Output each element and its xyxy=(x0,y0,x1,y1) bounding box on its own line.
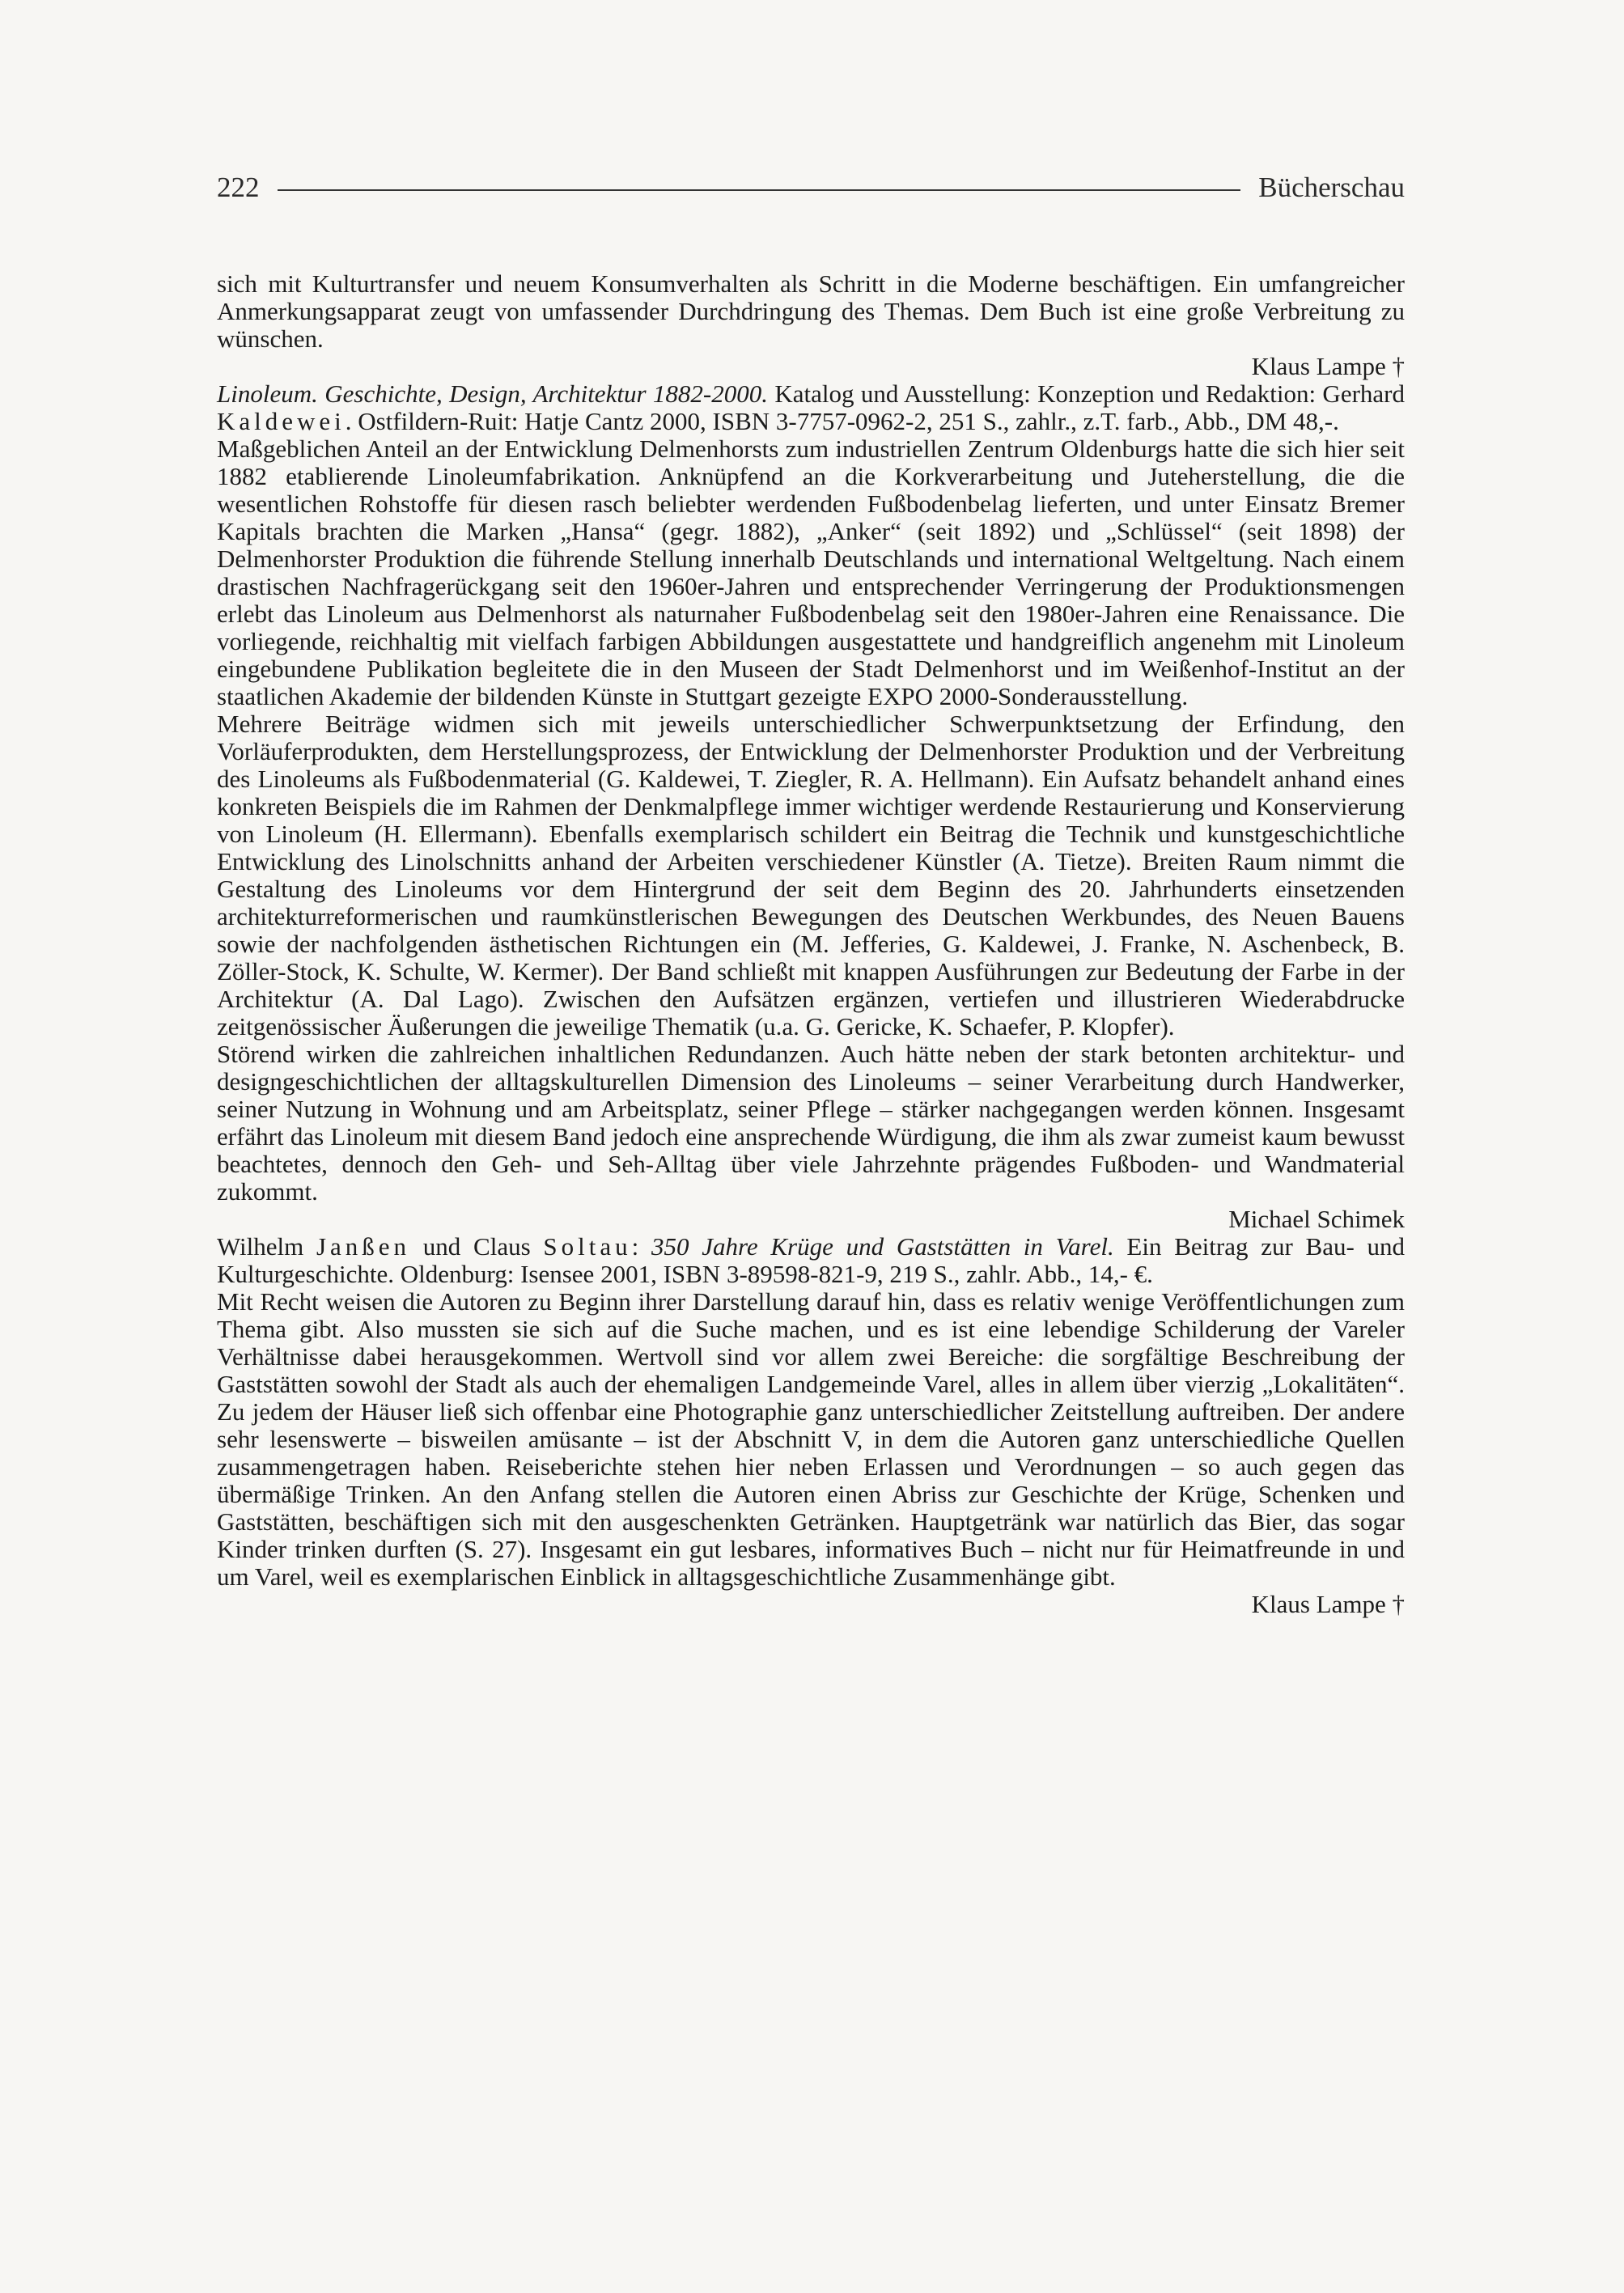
citation-text: Katalog und Ausstellung: Konzeption und Redaktion: Gerhard xyxy=(767,379,1405,408)
review-signature: Klaus Lampe † xyxy=(1251,1590,1405,1618)
review-signature: Michael Schimek xyxy=(1228,1205,1405,1233)
citation-text: Ein Beitrag zur Bau- und Kulturgeschichte. Oldenburg: Isensee 2001, ISBN 3-89598-821-9, 219 S., zahlr. Abb., 14,- €. xyxy=(217,1232,1406,1288)
review-paragraph: Störend wirken die zahlreichen inhaltlichen Redundanzen. Auch hätte neben der stark betonten architektur- und designgeschichtlichen der alltagskulturellen Dimension des Linoleums – seiner Verarbeitung durch Handwerker, seiner Nutzung in Wohnung und am Arbeitsplatz, seiner Pflege – stärker nachgegangen werden können. Insgesamt erfährt das Linoleum mit diesem Band jedoch eine ansprechende Würdigung, die ihm als zwar zumeist kaum bewusst beachtetes, dennoch den Geh- und Seh-Alltag über viele Jahrzehnte prägendes Fußboden- und Wandmaterial zukommt. xyxy=(217,1040,1405,1206)
review-paragraph: Mit Recht weisen die Autoren zu Beginn ihrer Darstellung darauf hin, dass es relativ wenige Veröffentlichungen zum Thema gibt. Also mussten sie sich auf die Suche machen, und es ist eine lebendige Schilderung der Vareler Verhältnisse dabei herausgekommen. Wertvoll sind vor allem zwei Bereiche: die sorgfältige Beschreibung der Gaststätten sowohl der Stadt als auch der ehemaligen Landgemeinde Varel, alles in allem über vierzig „Lokalitäten“. Zu jedem der Häuser ließ sich offenbar eine Photographie ganz unterschiedlicher Zeitstellung auftreiben. Der andere sehr lesenswerte – bisweilen amüsante – ist der Abschnitt V, in dem die Autoren ganz unterschiedliche Quellen zusammengetragen haben. Reiseberichte stehen hier neben Erlassen und Verordnungen – so auch gegen das übermäßige Trinken. An den Anfang stellen die Autoren einen Abriss zur Geschichte der Krüge, Schenken und Gaststätten, beschäftigen sich mit den ausgeschenkten Getränken. Hauptgetränk war natürlich das Bier, das sogar Kinder trinken durften (S. 27). Insgesamt ein gut lesbares, informatives Buch – nicht nur für Heimatfreunde in und um Varel, weil es exemplarischen Einblick in alltagsgeschichtliche Zusammenhänge gibt. xyxy=(217,1287,1405,1591)
review-citation xyxy=(217,380,1405,435)
citation-text: Wilhelm xyxy=(217,1232,316,1261)
author-name: Janßen xyxy=(316,1232,411,1261)
section-title: Bücherschau xyxy=(1258,172,1405,203)
editor-name: Kaldewei xyxy=(217,407,346,435)
book-title: 350 Jahre Krüge und Gaststätten in Varel. xyxy=(651,1232,1114,1261)
book-title: Linoleum. Geschichte, Design, Architektur 1882-2000. xyxy=(217,379,768,408)
review-paragraph: Maßgeblichen Anteil an der Entwicklung Delmenhorsts zum industriellen Zentrum Oldenburgs hatte die sich hier seit 1882 etablierende Linoleumfabrikation. Anknüpfend an die Korkverarbeitung und Juteherstellung, die die wesentlichen Rohstoffe für diesen rasch beliebter werdenden Fußbodenbelag lieferten, und unter Einsatz Bremer Kapitals brachten die Marken „Hansa“ (gegr. 1882), „Anker“ (seit 1892) und „Schlüssel“ (seit 1898) der Delmenhorster Produktion die führende Stellung innerhalb Deutschlands und international Weltgeltung. Nach einem drastischen Nachfragerückgang seit den 1960er-Jahren und entsprechender Verringerung der Produktionsmengen erlebt das Linoleum aus Delmenhorst als naturnaher Fußbodenbelag seit den 1980er-Jahren eine Renaissance. Die vorliegende, reichhaltig mit vielfach farbigen Abbildungen ausgestattete und handgreiflich angenehm mit Linoleum eingebundene Publikation begleitete die in den Museen der Stadt Delmenhorst und im Weißenhof-Institut an der staatlichen Akademie der bildenden Künste in Stuttgart gezeigte EXPO 2000-Sonderausstellung. xyxy=(217,434,1405,710)
page-number: 222 xyxy=(217,172,260,203)
header-rule xyxy=(278,189,1241,191)
review-citation xyxy=(217,1233,1405,1288)
running-header xyxy=(217,165,1405,210)
citation-text: . Ostfildern-Ruit: Hatje Cantz 2000, ISBN 3-7757-0962-2, 251 S., zahlr., z.T. farb., Abb., DM 48,-. xyxy=(345,407,1339,435)
review-paragraph: Mehrere Beiträge widmen sich mit jeweils unterschiedlicher Schwerpunktsetzung der Erfindung, den Vorläuferprodukten, dem Herstellungsprozess, der Entwicklung der Delmenhorster Produktion und der Verbreitung des Linoleums als Fußbodenmaterial (G. Kaldewei, T. Ziegler, R. A. Hellmann). Ein Aufsatz behandelt anhand eines konkreten Beispiels die im Rahmen der Denkmalpflege immer wichtiger werdende Restaurierung und Konservierung von Linoleum (H. Ellermann). Ebenfalls exemplarisch schildert ein Beitrag die Technik und kunstgeschichtliche Entwicklung des Linolschnitts anhand der Arbeiten verschiedener Künstler (A. Tietze). Breiten Raum nimmt die Gestaltung des Linoleums vor dem Hintergrund der seit dem Beginn des 20. Jahrhunderts einsetzenden architekturreformerischen und raumkünstlerischen Bewegungen des Deutschen Werkbundes, des Neuen Bauens sowie der nachfolgenden ästhetischen Richtungen ein (M. Jefferies, G. Kaldewei, J. Franke, N. Aschenbeck, B. Zöller-Stock, K. Schulte, W. Kermer). Der Band schließt mit knappen Ausführungen zur Bedeutung der Farbe in der Architektur (A. Dal Lago). Zwischen den Aufsätzen ergänzen, vertiefen und illustrieren Wiederabdrucke zeitgenössischer Äußerungen die jeweilige Thematik (u.a. G. Gericke, K. Schaefer, P. Klopfer). xyxy=(217,710,1405,1041)
citation-text: und Claus xyxy=(410,1232,544,1261)
intro-paragraph: sich mit Kulturtransfer und neuem Konsumverhalten als Schritt in die Moderne beschäftigen. Ein umfangreicher Anmerkungsapparat zeugt von umfassender Durchdringung des Themas. Dem Buch ist eine große Verbreitung zu wünschen. xyxy=(217,269,1405,353)
citation-text: : xyxy=(631,1232,651,1261)
page-content xyxy=(217,270,1405,1618)
author-name: Soltau xyxy=(543,1232,632,1261)
review-signature: Klaus Lampe † xyxy=(1251,352,1405,380)
